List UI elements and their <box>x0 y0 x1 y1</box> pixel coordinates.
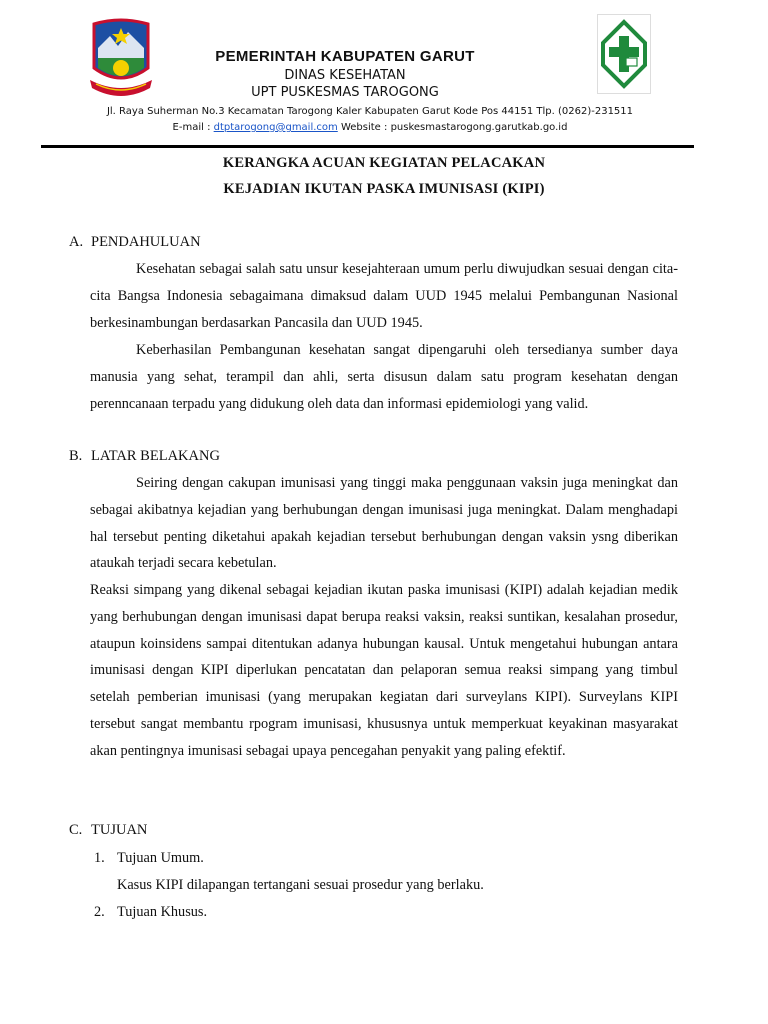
document-title-line2: KEJADIAN IKUTAN PASKA IMUNISASI (KIPI) <box>223 181 545 197</box>
section-a-paragraph-2: Keberhasilan Pembangunan kesehatan sangat dipengaruhi oleh tersedianya sumber daya manusia yang sehat, terampil dan ahli, serta disusun dalam satu program kesehatan dengan perenncanaan terpadu yang didukung oleh data dan informasi epidemiologi yang valid. <box>90 342 678 412</box>
objective-item-2-number: 2. <box>94 904 105 920</box>
objective-item-1-label: Tujuan Umum. <box>117 850 204 866</box>
section-a-title: PENDAHULUAN <box>91 234 201 250</box>
objective-item-2-label: Tujuan Khusus. <box>117 904 208 920</box>
letterhead-divider <box>41 145 694 148</box>
document-title-line1: KERANGKA ACUAN KEGIATAN PELACAKAN <box>222 155 546 171</box>
letterhead-department: DINAS KESEHATAN <box>284 68 406 83</box>
objective-item-2 <box>94 904 207 921</box>
section-c-letter: C. <box>69 822 83 838</box>
section-b-letter: B. <box>69 448 83 464</box>
section-c-title: TUJUAN <box>91 822 148 838</box>
section-a-heading <box>69 234 201 251</box>
website-label: Website : <box>337 122 391 133</box>
section-b-heading <box>69 448 220 465</box>
section-b-paragraph-2: Reaksi simpang yang dikenal sebagai kejadian ikutan paska imunisasi (KIPI) adalah kejadian medik yang berhubungan dengan imunisasi dapat berupa reaksi vaksin, reaksi suntikan, kesalahan prosedur, ataupun koinsidens sampai ditentukan adanya hubungan kausal. Untuk mengetahui hubungan antara imunisasi dengan KIPI diperlukan pencatatan dan pelaporan semua reaksi simpang yang timbul setelah pemberian imunisasi (yang merupakan kegiatan dari surveylans KIPI). Surveylans KIPI tersebut sangat membantu rpogram imunisasi, khususnya untuk memperkuat keyakinan masyarakat akan pentingnya imunisasi sebagai upaya pencegahan penyakit yang paling efektif. <box>90 582 678 759</box>
section-a-letter: A. <box>69 234 84 250</box>
letterhead-unit: UPT PUSKESMAS TAROGONG <box>251 85 439 100</box>
garut-crest-logo <box>88 18 154 104</box>
letterhead-government: PEMERINTAH KABUPATEN GARUT <box>215 48 475 65</box>
objective-item-1-detail: Kasus KIPI dilapangan tertangani sesuai prosedur yang berlaku. <box>117 877 484 893</box>
objective-item-1-number: 1. <box>94 850 105 866</box>
email-link[interactable]: dtptarogong@gmail.com <box>213 122 338 133</box>
section-b-title: LATAR BELAKANG <box>91 448 220 464</box>
puskesmas-cross-logo <box>597 14 651 94</box>
section-a-paragraph-1: Kesehatan sebagai salah satu unsur kesejahteraan umum perlu diwujudkan sesuai dengan cita-cita Bangsa Indonesia sebagaimana dimaksud dalam UUD 1945 melalui Pembangunan Nasional berkesinambungan berdasarkan Pancasila dan UUD 1945. <box>90 261 678 331</box>
section-b-paragraph-1: Seiring dengan cakupan imunisasi yang tinggi maka penggunaan vaksin juga meningkat dan sebagai akibatnya kejadian yang berhubungan dengan imunisasi juga meningkat. Dalam menghadapi hal tersebut penting diketahui apakah kejadian tersebut berhubungan dengan vaksin ysng diberikan ataukah terjadi secara kebetulan. <box>90 475 678 572</box>
website-text: puskesmastarogong.garutkab.go.id <box>390 122 568 133</box>
section-c-heading <box>69 822 147 839</box>
letterhead-address: Jl. Raya Suherman No.3 Kecamatan Tarogong Kaler Kabupaten Garut Kode Pos 44151 Tlp. (0262)-231511 <box>106 106 634 117</box>
letterhead-contact <box>40 122 700 133</box>
email-label: E-mail : <box>172 122 214 133</box>
objective-item-1 <box>94 850 204 867</box>
